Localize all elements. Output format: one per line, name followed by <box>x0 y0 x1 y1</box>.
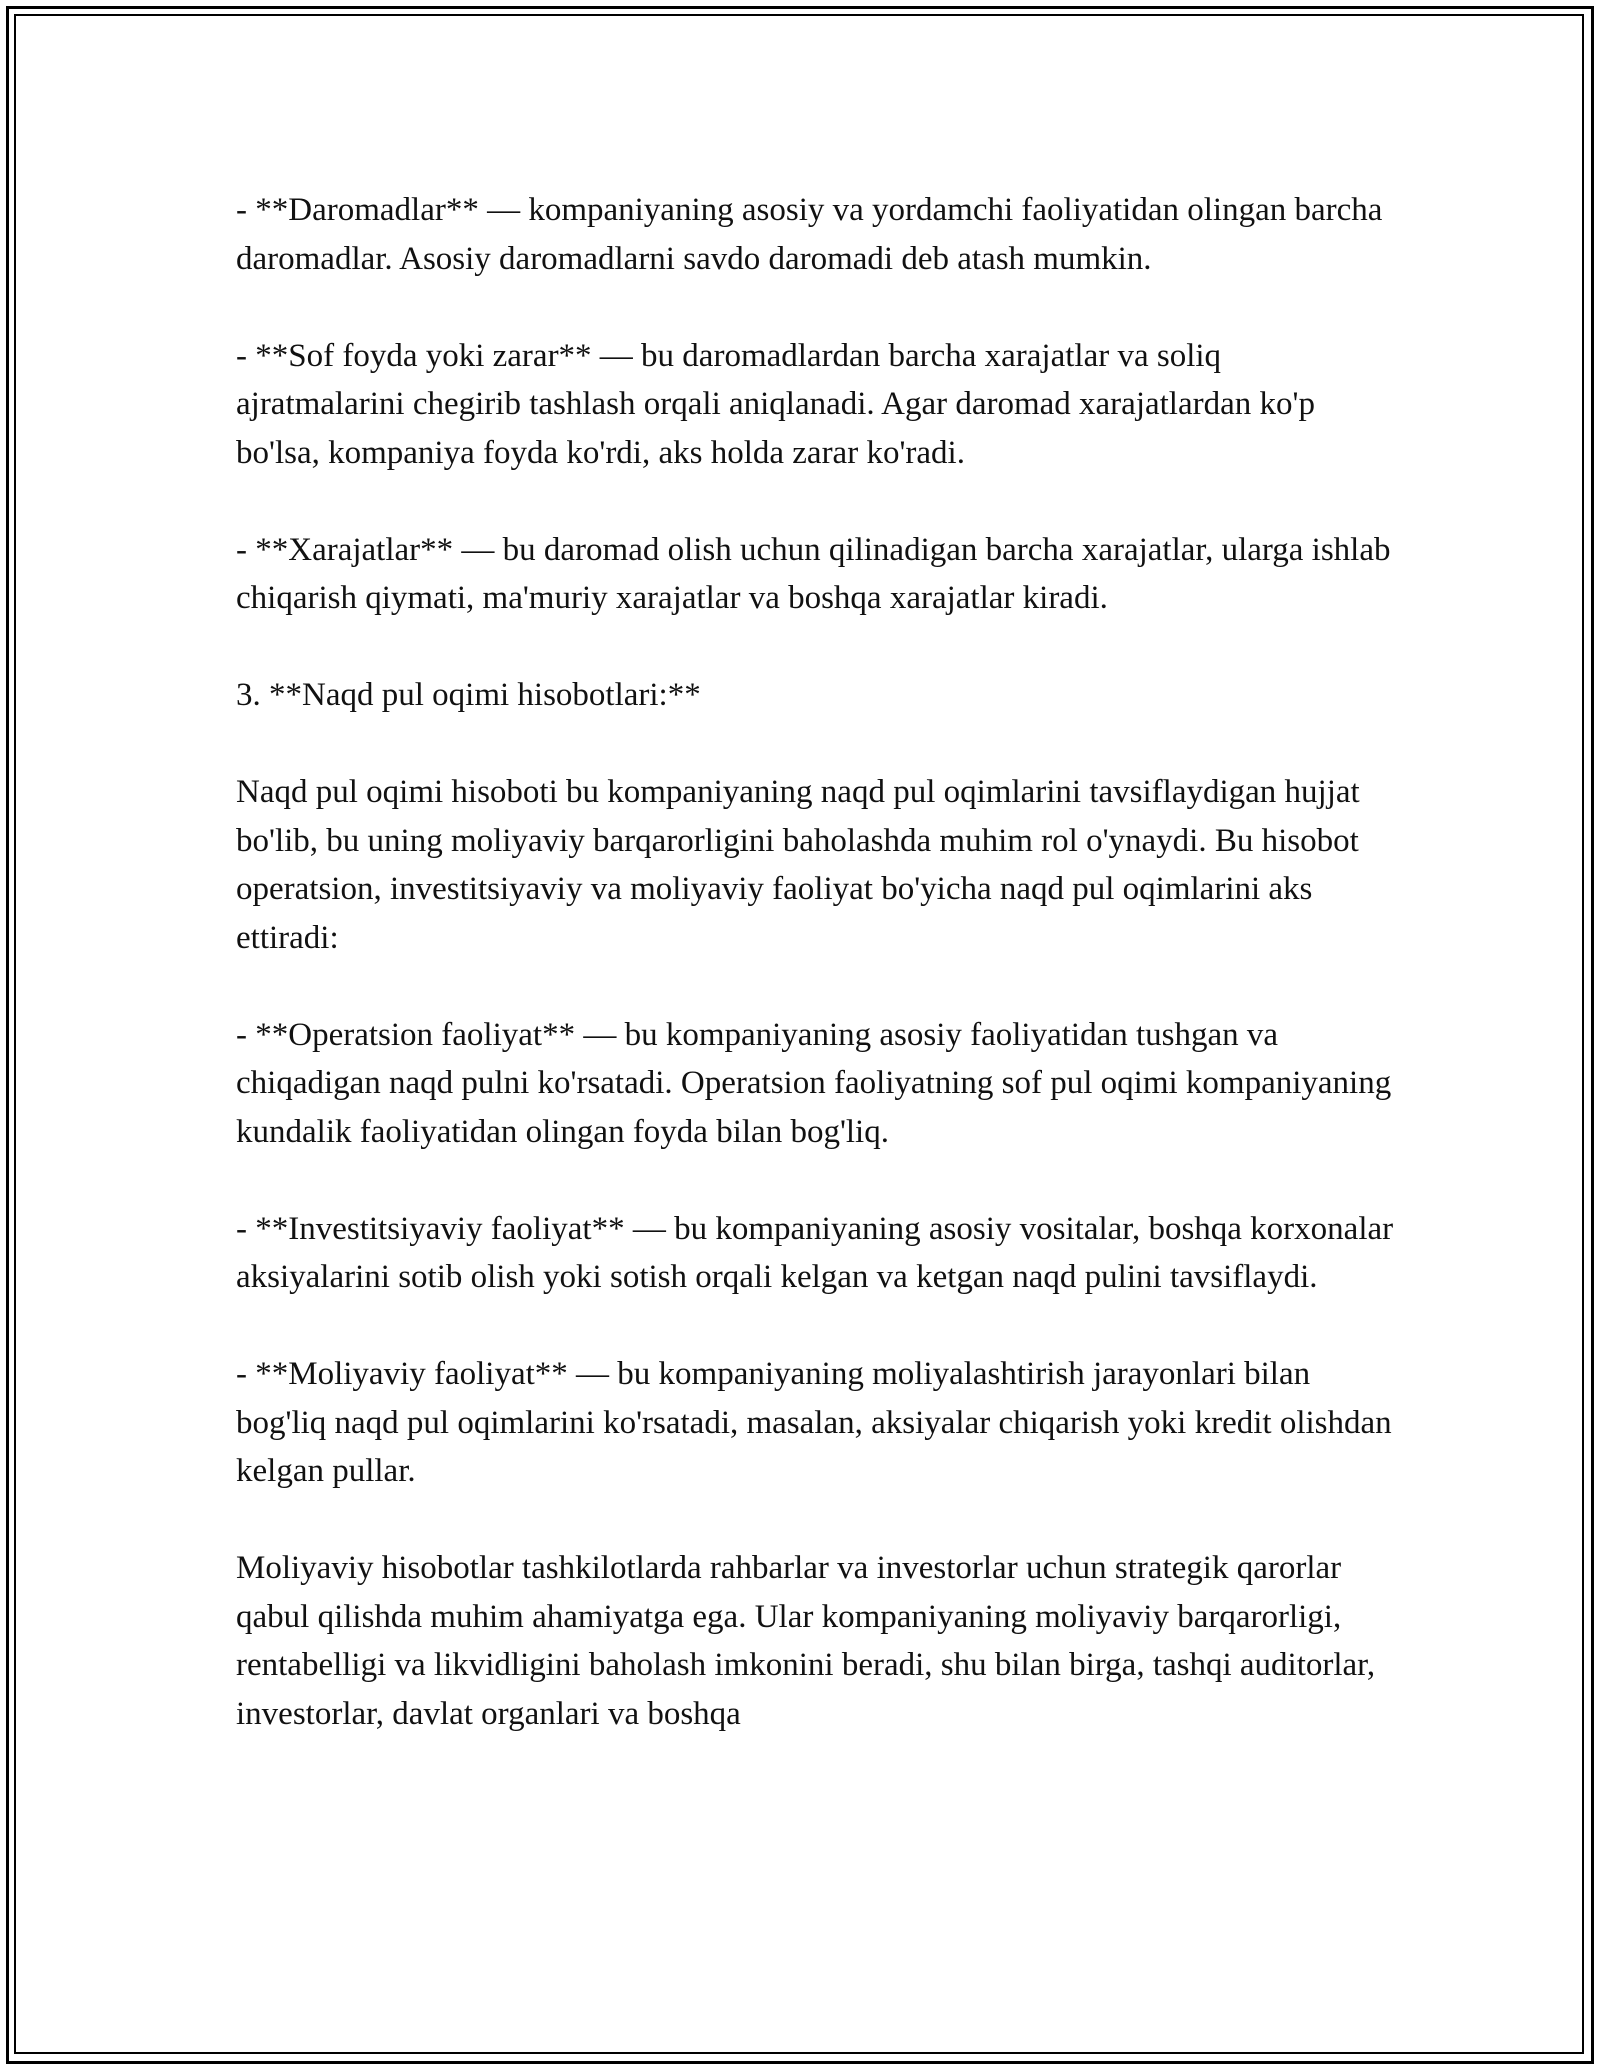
paragraph-sof-foyda: - **Sof foyda yoki zarar** — bu daromadlardan barcha xarajatlar va soliq ajratmalarini chegirib tashlash orqali aniqlanadi. Agar daromad xarajatlardan ko'p bo'lsa, kompaniya foyda ko'rdi, aks holda zarar ko'radi. <box>236 337 1315 471</box>
paragraph-investitsiyaviy: - **Investitsiyaviy faoliyat** — bu kompaniyaning asosiy vositalar, boshqa korxonalar aksiyalarini sotib olish yoki sotish orqali kelgan va ketgan naqd pulini tavsiflaydi. <box>236 1210 1394 1295</box>
section-heading-cash-flow: 3. **Naqd pul oqimi hisobotlari:** <box>236 677 701 713</box>
paragraph-cash-flow-intro: Naqd pul oqimi hisoboti bu kompaniyaning naqd pul oqimlarini tavsiflaydigan hujjat bo'lib, bu uning moliyaviy barqarorligini baholashda muhim rol o'ynaydi. Bu hisobot operatsion, investitsiyaviy va moliyaviy faoliyat bo'yicha naqd pul oqimlarini aks ettiradi: <box>236 774 1360 956</box>
paragraph-xarajatlar: - **Xarajatlar** — bu daromad olish uchun qilinadigan barcha xarajatlar, ularga ishlab chiqarish qiymati, ma'muriy xarajatlar va boshqa xarajatlar kiradi. <box>236 531 1391 616</box>
paragraph-conclusion: Moliyaviy hisobotlar tashkilotlarda rahbarlar va investorlar uchun strategik qarorlar qabul qilishda muhim ahamiyatga ega. Ular kompaniyaning moliyaviy barqarorligi, rentabelligi va likvidligini baholash imkonini beradi, shu bilan birga, tashqi auditorlar, investorlar, davlat organlari va boshqa <box>236 1550 1376 1732</box>
paragraph-daromadlar: - **Daromadlar** — kompaniyaning asosiy va yordamchi faoliyatidan olingan barcha daromadlar. Asosiy daromadlarni savdo daromadi deb atash mumkin. <box>236 192 1383 277</box>
paragraph-operatsion: - **Operatsion faoliyat** — bu kompaniyaning asosiy faoliyatidan tushgan va chiqadigan naqd pulni ko'rsatadi. Operatsion faoliyatning sof pul oqimi kompaniyaning kundalik faoliyatidan olingan foyda bilan bog'liq. <box>236 1016 1392 1150</box>
paragraph-moliyaviy: - **Moliyaviy faoliyat** — bu kompaniyaning moliyalashtirish jarayonlari bilan bog'liq naqd pul oqimlarini ko'rsatadi, masalan, aksiyalar chiqarish yoki kredit olishdan kelgan pullar. <box>236 1356 1392 1489</box>
document-body <box>236 186 1396 1738</box>
